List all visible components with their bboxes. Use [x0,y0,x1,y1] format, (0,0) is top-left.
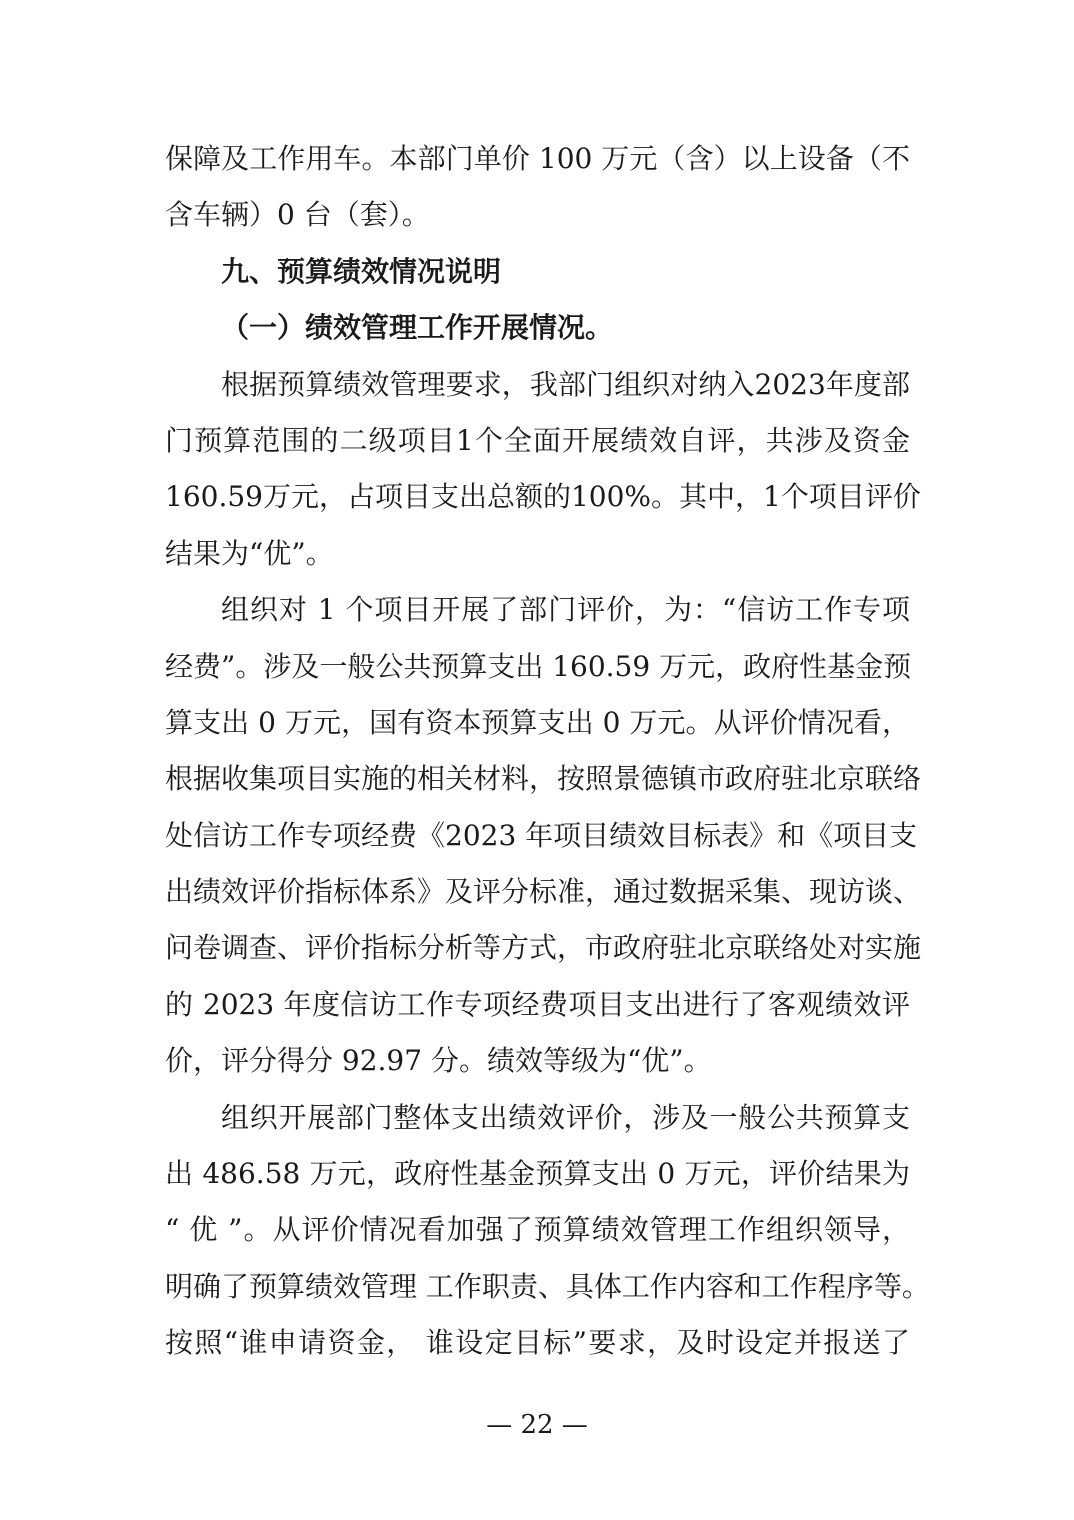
page-number: — 22 — [486,1410,588,1440]
text-line: “ 优 ”。从评价情况看加强了预算绩效管理工作组织领导， [165,1213,910,1247]
text-line: 根据收集项目实施的相关材料，按照景德镇市政府驻北京联络 [165,762,922,796]
text-line: 算支出 0 万元，国有资本预算支出 0 万元。从评价情况看， [165,705,910,739]
document-body [165,131,930,1372]
text-line: 出绩效评价指标体系》及评分标准，通过数据采集、现访谈、 [165,875,922,909]
text-line: 明确了预算绩效管理 工作职责、具体工作内容和工作程序等。 [165,1269,930,1303]
text-line: 经费”。涉及一般公共预算支出 160.59 万元，政府性基金预 [165,649,912,683]
text-line: 保障及工作用车。本部门单价 100 万元（含）以上设备（不 [165,142,910,175]
text-line: 门预算范围的二级项目1个全面开展绩效自评，共涉及资金 [165,423,910,457]
text-line: 组织对 1 个项目开展了部门评价，为：“信访工作专项 [221,593,910,627]
text-line: 含车辆）0 台（套）。 [165,198,430,232]
text-line: 的 2023 年度信访工作专项经费项目支出进行了客观绩效评 [165,987,910,1021]
text-line: 处信访工作专项经费《2023 年项目绩效目标表》和《项目支 [165,818,918,852]
section-heading: 九、预算绩效情况说明 [221,254,502,288]
text-line: 根据预算绩效管理要求，我部门组织对纳入2023年度部 [221,367,910,401]
text-line: 问卷调查、评价指标分析等方式，市政府驻北京联络处对实施 [165,931,922,965]
text-line: 出 486.58 万元，政府性基金预算支出 0 万元，评价结果为 [165,1157,910,1191]
text-line: 价，评分得分 92.97 分。绩效等级为“优”。 [165,1044,712,1078]
section-heading: （一）绩效管理工作开展情况。 [221,311,614,345]
text-line: 按照“谁申请资金， 谁设定目标”要求，及时设定并报送了 [165,1326,910,1360]
text-line: 结果为“优”。 [165,536,334,570]
text-line: 组织开展部门整体支出绩效评价，涉及一般公共预算支 [221,1100,910,1134]
text-line: 160.59万元，占项目支出总额的100%。其中，1个项目评价 [165,480,921,514]
